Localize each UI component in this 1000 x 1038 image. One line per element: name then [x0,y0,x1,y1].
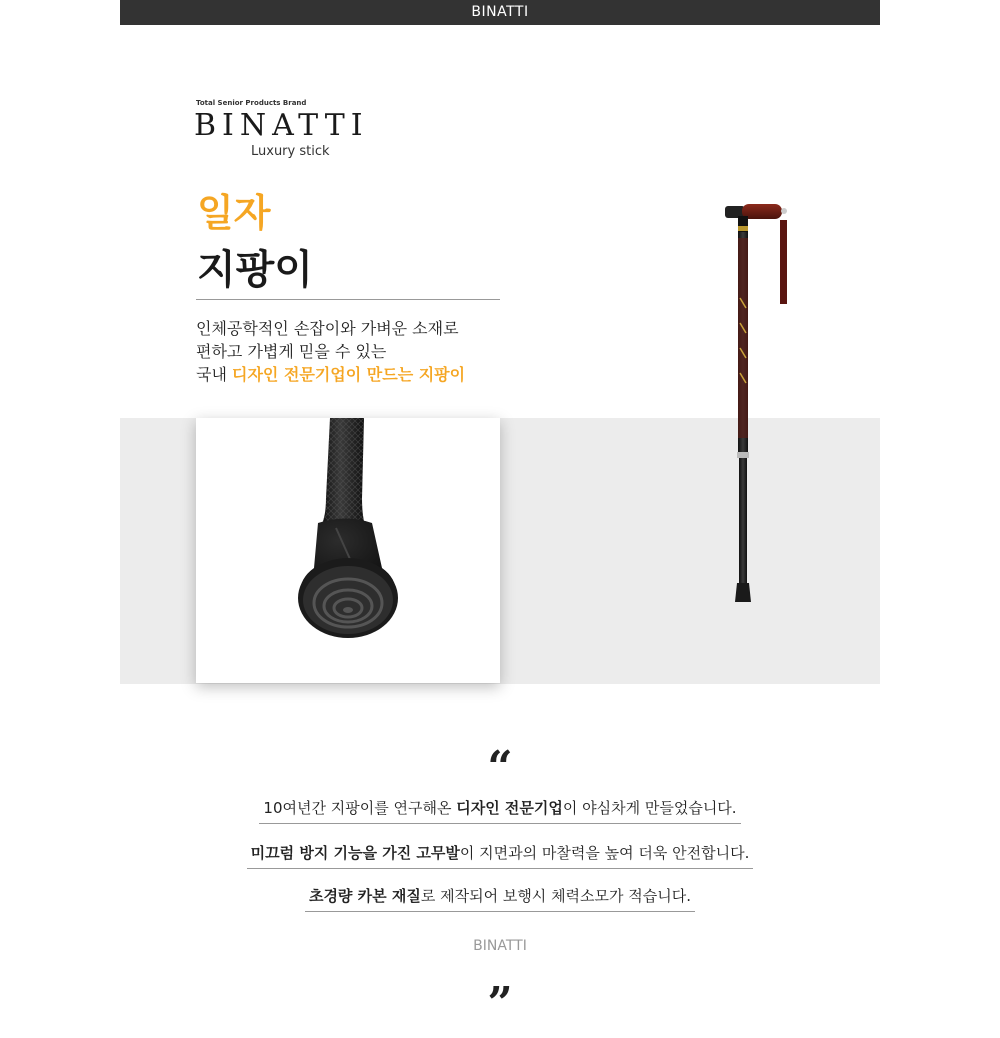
feature-2-bold: 미끄럼 방지 기능을 가진 고무발 [250,844,460,862]
product-title-main: 지팡이 [197,247,313,293]
title-divider [196,299,500,300]
walking-stick-photo [720,198,800,610]
description-line-1: 인체공학적인 손잡이와 가벼운 소재로 [196,319,459,338]
brand-logo: BINATTI [194,108,369,143]
description-line-2: 편하고 가볍게 믿을 수 있는 [196,342,387,361]
quote-open-mark: “ [487,742,513,793]
product-title-accent: 일자 [197,191,271,235]
feature-line-3 [0,885,1000,912]
feature-1-bold: 디자인 전문기업 [456,799,563,817]
rubber-tip-illustration [196,418,500,683]
top-bar-title: BINATTI [471,4,529,20]
description-line-3 [196,363,465,386]
feature-1-pre: 10여년간 지팡이를 연구해온 [263,799,457,817]
quote-signature: BINATTI [473,938,527,954]
feature-3-post: 로 제작되어 보행시 체력소모가 적습니다. [420,887,692,905]
walking-stick-illustration [720,198,800,610]
feature-1-post: 이 야심차게 만들었습니다. [562,799,737,817]
description-line-3-prefix: 국내 [196,365,232,384]
feature-line-2 [0,842,1000,869]
feature-line-1 [0,797,1000,824]
brand-subtitle: Luxury stick [251,144,330,159]
top-bar [120,0,880,25]
rubber-tip-photo [196,418,500,683]
feature-2-post: 이 지면과의 마찰력을 높여 더욱 안전합니다. [459,844,750,862]
product-description [196,317,465,386]
description-highlight: 디자인 전문기업이 만드는 지팡이 [232,365,466,384]
brand-tagline: Total Senior Products Brand [196,99,307,107]
feature-3-bold: 초경량 카본 재질 [308,887,421,905]
quote-close-mark: ” [487,978,513,1029]
